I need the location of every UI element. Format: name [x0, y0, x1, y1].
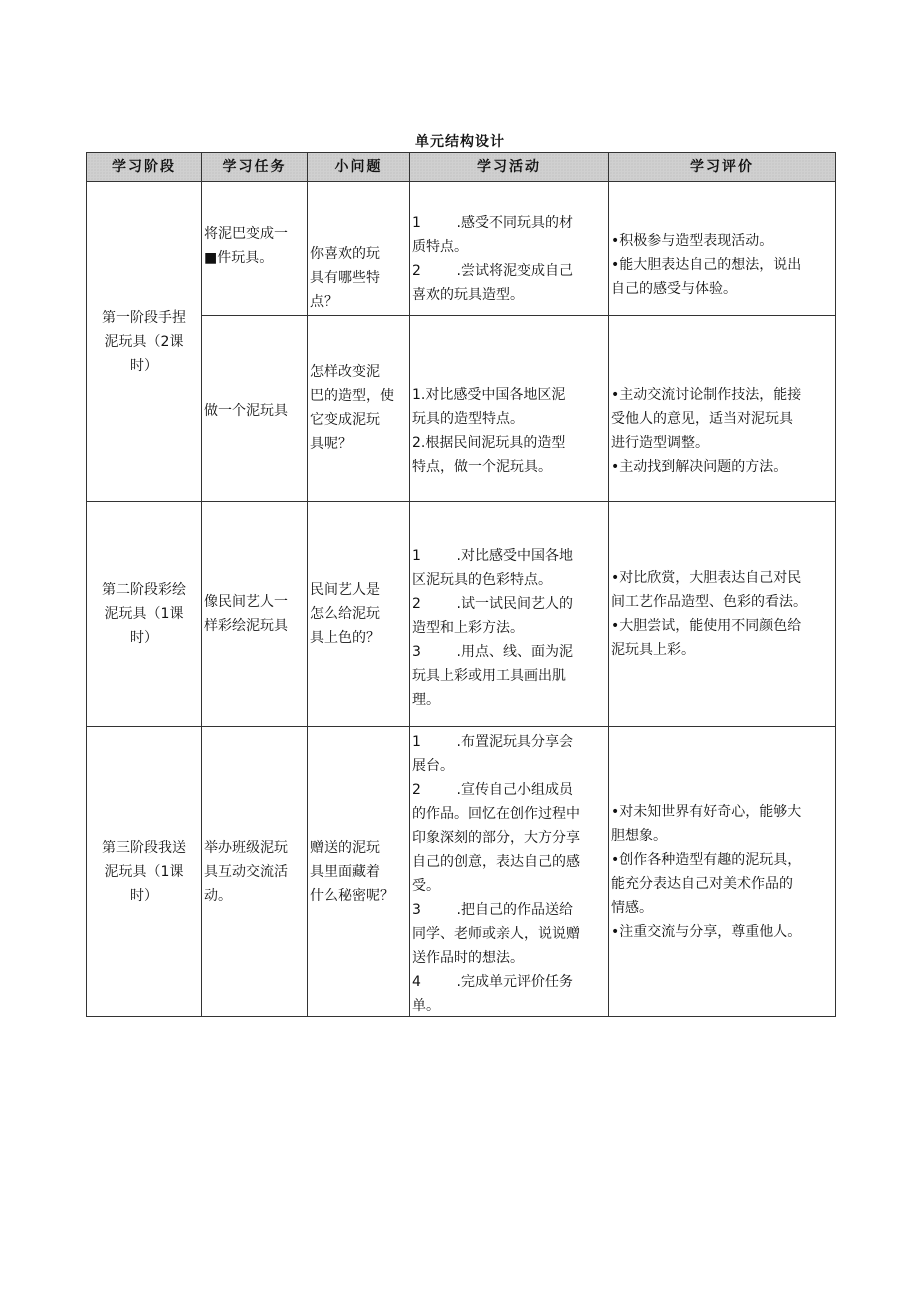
activity-line: 3 .用点、线、面为泥 — [412, 644, 573, 660]
activity-line: 1.对比感受中国各地区泥 — [412, 386, 566, 403]
evaluation-line: •注重交流与分享，尊重他人。 — [611, 923, 802, 940]
activity-line: 展台。 — [412, 757, 454, 774]
question-cell — [308, 182, 410, 316]
activity-line: 2 .试一试民间艺人的 — [412, 596, 573, 612]
evaluation-line: 胆想象。 — [611, 827, 667, 844]
stage-1-line: 泥玩具（2课 — [104, 333, 184, 350]
evaluation-cell — [609, 182, 836, 316]
stage-1-line: 第一阶段手捏 — [102, 309, 186, 326]
activity-cell — [410, 182, 609, 316]
evaluation-line: •积极参与造型表现活动。 — [611, 232, 774, 249]
question-line: 怎样改变泥 — [310, 364, 380, 380]
task-line: 像民间艺人一 — [204, 594, 288, 610]
header-activity: 学习活动 — [410, 153, 609, 182]
activity-line: 1 .感受不同玩具的材 — [412, 214, 573, 231]
stage-1-line: 时） — [130, 357, 158, 374]
stage-2-line: 第二阶段彩绘 — [102, 582, 186, 598]
task-line: 样彩绘泥玩具 — [204, 618, 288, 634]
evaluation-cell — [609, 502, 836, 727]
header-evaluation: 学习评价 — [609, 153, 836, 182]
evaluation-line: •创作各种造型有趣的泥玩具， — [611, 851, 802, 868]
question-line: 具有哪些特 — [310, 270, 380, 286]
activity-line: 自己的创意，表达自己的感 — [412, 853, 580, 870]
evaluation-line: 受他人的意见，适当对泥玩具 — [611, 410, 793, 427]
activity-line: 1 .对比感受中国各地 — [412, 548, 573, 564]
header-stage: 学习阶段 — [87, 153, 202, 182]
table-row — [87, 502, 836, 727]
evaluation-line: •能大胆表达自己的想法，说出 — [611, 256, 802, 273]
table-row — [87, 182, 836, 316]
activity-line: 2.根据民间泥玩具的造型 — [412, 434, 566, 451]
question-cell — [308, 502, 410, 727]
evaluation-line: •对未知世界有好奇心，能够大 — [611, 803, 802, 820]
question-line: 具呢？ — [310, 436, 352, 452]
activity-clip — [412, 730, 606, 1016]
header-task: 学习任务 — [202, 153, 308, 182]
evaluation-line: 进行造型调整。 — [611, 434, 709, 451]
question-line: 赠送的泥玩 — [310, 839, 380, 856]
activity-cell — [410, 727, 609, 1017]
task-cell — [202, 727, 308, 1017]
activity-cell — [410, 316, 609, 502]
activity-line: 玩具的造型特点。 — [412, 410, 524, 427]
evaluation-line: •主动交流讨论制作技法，能接 — [611, 386, 802, 403]
evaluation-line: •主动找到解决问题的方法。 — [611, 458, 788, 475]
question-line: 怎么给泥玩 — [310, 606, 380, 622]
stage-1-cell — [87, 182, 202, 502]
task-line: 动。 — [204, 887, 232, 904]
task-line: 将泥巴变成一 — [204, 226, 288, 242]
task-cell — [202, 316, 308, 502]
activity-line: 特点，做一个泥玩具。 — [412, 458, 552, 475]
stage-2-line: 泥玩具（1课 — [104, 606, 184, 622]
activity-line: 造型和上彩方法。 — [412, 620, 524, 636]
question-line: 具上色的？ — [310, 630, 380, 646]
activity-line: 的作品。回忆在创作过程中 — [412, 805, 580, 822]
activity-line: 玩具上彩或用工具画出肌 — [412, 668, 566, 684]
activity-line: 受。 — [412, 877, 440, 894]
stage-3-cell — [87, 727, 202, 1017]
task-line: 举办班级泥玩 — [204, 839, 288, 856]
task-line: 具互动交流活 — [204, 863, 288, 880]
header-question: 小问题 — [308, 153, 410, 182]
question-line: 它变成泥玩 — [310, 412, 380, 428]
activity-line: 同学、老师或亲人，说说赠 — [412, 925, 580, 942]
activity-line: 印象深刻的部分，大方分享 — [412, 829, 580, 846]
question-line: 巴的造型，使 — [310, 388, 394, 404]
evaluation-line: 能充分表达自己对美术作品的 — [611, 875, 793, 892]
evaluation-line: 自己的感受与体验。 — [611, 280, 737, 297]
table-row — [87, 727, 836, 1017]
question-line: 你喜欢的玩 — [310, 246, 380, 262]
activity-line: 单。 — [412, 997, 440, 1014]
activity-line: 质特点。 — [412, 238, 468, 255]
question-line: 什么秘密呢？ — [310, 887, 394, 904]
task-line: 做一个泥玩具 — [204, 403, 288, 419]
question-cell — [308, 316, 410, 502]
task-line: ■件玩具。 — [204, 250, 274, 266]
activity-line: 送作品时的想法。 — [412, 949, 524, 966]
stage-2-line: 时） — [130, 630, 158, 646]
stage-3-line: 泥玩具（1课 — [104, 863, 184, 880]
stage-2-cell — [87, 502, 202, 727]
question-line: 具里面藏着 — [310, 863, 380, 880]
activity-line: 区泥玩具的色彩特点。 — [412, 572, 552, 588]
question-cell — [308, 727, 410, 1017]
evaluation-line: •对比欣赏，大胆表达自己对民 — [611, 570, 802, 586]
activity-line: 喜欢的玩具造型。 — [412, 286, 524, 303]
evaluation-line: 泥玩具上彩。 — [611, 642, 695, 658]
evaluation-cell — [609, 316, 836, 502]
activity-line: 2 .尝试将泥变成自己 — [412, 262, 573, 279]
activity-line: 1 .布置泥玩具分享会 — [412, 733, 573, 750]
evaluation-cell — [609, 727, 836, 1017]
evaluation-line: 间工艺作品造型、色彩的看法。 — [611, 594, 807, 610]
activity-line: 理。 — [412, 692, 440, 708]
question-line: 点？ — [310, 294, 338, 310]
document-title: 单元结构设计 — [415, 134, 505, 150]
activity-line: 4 .完成单元评价任务 — [412, 973, 573, 990]
activity-line: 2 .宣传自己小组成员 — [412, 781, 573, 798]
activity-cell — [410, 502, 609, 727]
unit-structure-table — [86, 152, 836, 1017]
activity-line: 3 .把自己的作品送给 — [412, 901, 573, 918]
question-line: 民间艺人是 — [310, 582, 380, 598]
stage-3-line: 第三阶段我送 — [102, 839, 186, 856]
evaluation-line: 情感。 — [611, 899, 653, 916]
task-cell — [202, 182, 308, 316]
stage-3-line: 时） — [130, 887, 158, 904]
task-cell — [202, 502, 308, 727]
evaluation-line: •大胆尝试，能使用不同颜色给 — [611, 618, 802, 634]
table-header-row — [87, 153, 836, 182]
